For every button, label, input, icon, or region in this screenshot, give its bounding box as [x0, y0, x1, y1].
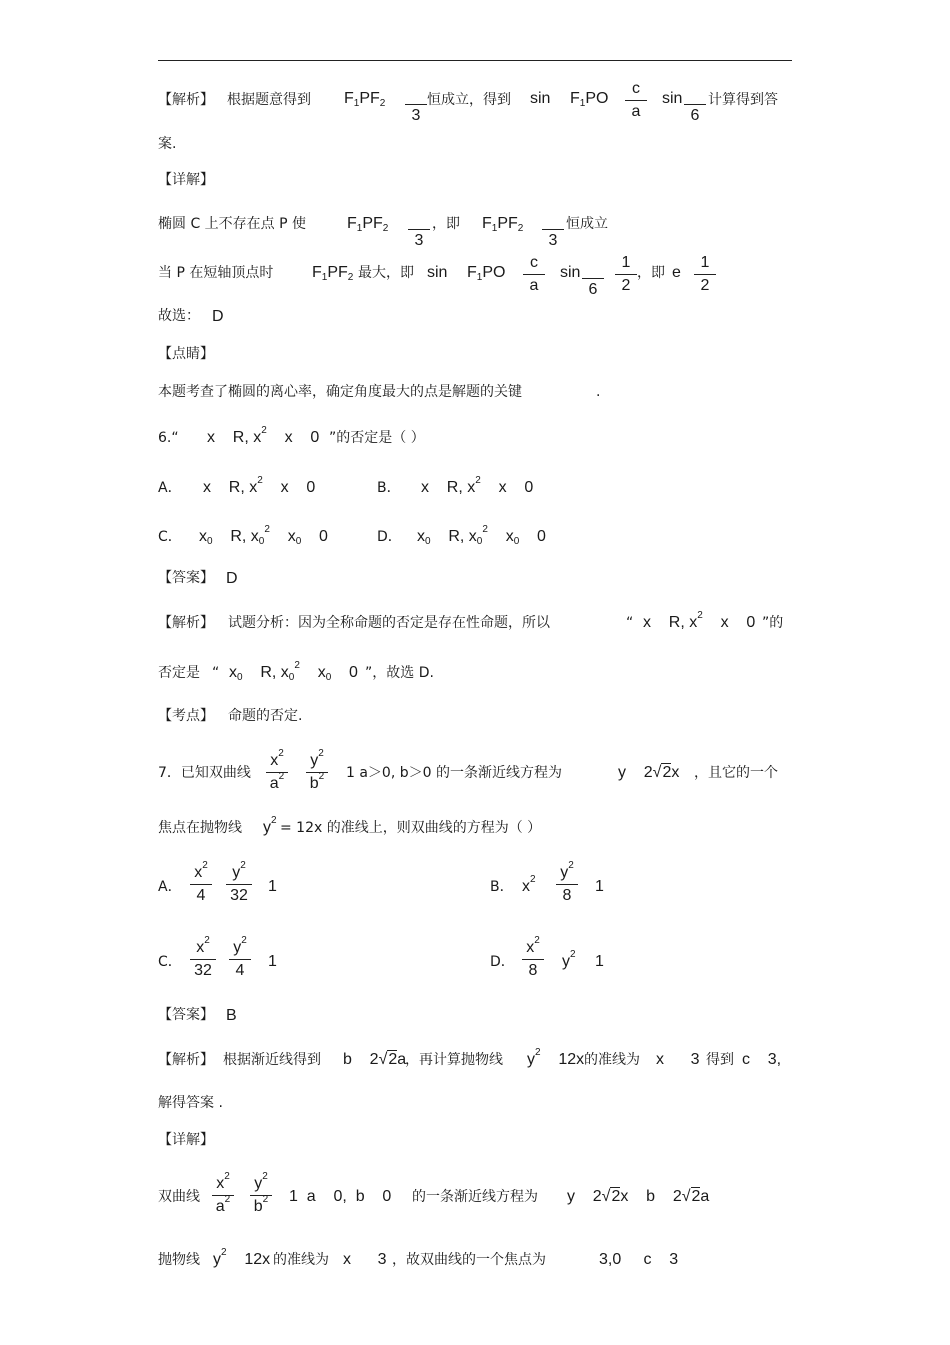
fraction: 6: [684, 84, 706, 125]
fraction: c a: [523, 254, 545, 295]
fraction: c a: [625, 80, 647, 121]
detail-tag: 【详解】: [158, 1132, 214, 1148]
math: e: [672, 264, 681, 281]
q7-stem-line2: 焦点在抛物线: [158, 820, 242, 836]
choose-label: 故选：: [158, 308, 200, 324]
q6-answer: D: [226, 570, 238, 587]
q6-analysis-line2: 否定是: [158, 665, 200, 681]
math: 1 a 0, b 0: [289, 1188, 392, 1205]
q6-prefix: 6.“: [158, 430, 179, 446]
analysis-tag: 【解析】: [158, 1052, 214, 1068]
math: $F_1PF_2$: [312, 264, 354, 283]
math: x R, $x^2$ x 0: [643, 610, 756, 631]
q7-prefix: 7．已知双曲线: [158, 765, 251, 781]
q7-answer: B: [226, 1007, 237, 1024]
q7-option-b-label: B．: [490, 879, 514, 895]
q7-analysis-text: 的准线为: [584, 1052, 640, 1068]
detail-text: 椭圆 C 上不存在点 P 使: [158, 216, 307, 232]
math: $y^2$: [562, 949, 576, 970]
analysis-text: 案.: [158, 136, 177, 152]
answer-tag: 【答案】: [158, 1007, 214, 1023]
q7-detail-text: 的准线为: [273, 1252, 329, 1268]
math: 1: [595, 878, 604, 895]
detail-text: 恒成立: [566, 216, 608, 232]
q6-option-c-label: C．: [158, 529, 182, 545]
q6-option-d: $x_0$ R, $x_0^2$ $x_0$ 0: [417, 524, 546, 547]
q7-analysis-line2: 解得答案 .: [158, 1095, 223, 1111]
detail-text: 当 P 在短轴顶点时: [158, 265, 274, 281]
math: 1: [595, 953, 604, 970]
math: b 2√2a: [343, 1051, 407, 1068]
math: $F_1PF_2$: [344, 90, 386, 109]
analysis-tag: 【解析】: [158, 92, 214, 108]
q7-option-a-label: A．: [158, 879, 182, 895]
analysis-text: 恒成立，得到: [427, 92, 511, 108]
choose-value: D: [212, 308, 224, 325]
math: x 3: [656, 1051, 700, 1068]
quote-open: “: [212, 665, 220, 681]
q7-option-c-label: C．: [158, 954, 182, 970]
math: y 2√2x b 2√2a: [567, 1188, 710, 1205]
q7-option-d-label: D．: [490, 954, 515, 970]
fraction: $x^2$ $a^2$: [212, 1175, 234, 1216]
math: $F_1PO$: [467, 264, 506, 283]
math: $F_1PF_2$: [347, 215, 389, 234]
analysis-text: 计算得到答: [708, 92, 778, 108]
math: $y^2$ 12x: [213, 1247, 271, 1268]
analysis-text: 根据题意得到: [227, 92, 311, 108]
fraction: 1 2: [694, 254, 716, 295]
q7-analysis-text: ，再计算抛物线: [405, 1052, 503, 1068]
q7-option-d: $x^2$ 8: [522, 939, 544, 980]
q6-analysis-text: 试题分析：因为全称命题的否定是存在性命题，所以: [228, 615, 550, 631]
q7-stem-mid: 1 a＞0, b＞0 的一条渐近线方程为: [346, 765, 562, 781]
math: y 2√2x: [618, 764, 680, 781]
q6-suffix: ”的否定是（ ）: [329, 430, 425, 446]
fraction: $y^2$ $b^2$: [250, 1175, 272, 1216]
q7-stem-line2-eq: = 12x 的准线上，则双曲线的方程为（ ）: [280, 820, 542, 836]
q7-option-a: $x^2$ 4: [190, 864, 212, 905]
math: $y^2$: [263, 815, 277, 836]
q7-detail-text: 的一条渐近线方程为: [412, 1189, 538, 1205]
top-rule: [158, 60, 792, 61]
q6-option-a-label: A．: [158, 480, 182, 496]
q6-analysis-line2-end: ”，故选 D.: [365, 665, 434, 681]
fraction: 1 2: [615, 254, 637, 295]
q7-detail-text: 双曲线: [158, 1189, 200, 1205]
fraction: $y^2$ $b^2$: [306, 752, 328, 793]
q6-option-c: $x_0$ R, $x_0^2$ $x_0$ 0: [199, 524, 328, 547]
kaodian-text: 命题的否定.: [228, 708, 303, 724]
detail-text: ，即: [432, 216, 460, 232]
quote-open: “: [626, 615, 634, 631]
math: $y^2$ 12x: [527, 1047, 585, 1068]
analysis-tag: 【解析】: [158, 615, 214, 631]
math: 1: [268, 953, 277, 970]
fraction: 3: [405, 84, 427, 125]
detail-text: 最大，即: [358, 265, 414, 281]
fraction: 3: [408, 209, 430, 250]
fraction: 3: [542, 209, 564, 250]
math: sin: [530, 90, 551, 107]
q7-detail-text: ，故双曲线的一个焦点为: [392, 1252, 546, 1268]
answer-tag: 【答案】: [158, 570, 214, 586]
q7-option-c: $x^2$ 32: [190, 939, 216, 980]
quote-close: ”的: [762, 615, 784, 631]
dot: .: [596, 384, 601, 400]
detail-tag: 【详解】: [158, 172, 214, 188]
math: sin: [427, 264, 448, 281]
q6-option-b-label: B．: [377, 480, 401, 496]
math: $x_0$ R, $x_0^2$ $x_0$ 0: [229, 660, 358, 683]
q7-analysis-text: 得到: [706, 1052, 734, 1068]
detail-text: ，即: [637, 265, 665, 281]
q7-stem-end: ，且它的一个: [694, 765, 778, 781]
math: $F_1PO$: [570, 90, 609, 109]
fraction: $x^2$ $a^2$: [266, 752, 288, 793]
fraction: 6: [582, 258, 604, 299]
q7-analysis-text: 根据渐近线得到: [223, 1052, 321, 1068]
q7-detail-text: 抛物线: [158, 1252, 200, 1268]
math: sin: [560, 264, 581, 281]
math: x R, $x^2$ x 0: [207, 425, 320, 446]
math: $F_1PF_2$: [482, 215, 524, 234]
dianjing-tag: 【点睛】: [158, 346, 214, 362]
math: sin: [662, 90, 683, 107]
math: 1: [268, 878, 277, 895]
math: x 3: [343, 1251, 387, 1268]
fraction: $y^2$ 4: [229, 939, 251, 980]
q6-option-a: x R, $x^2$ x 0: [203, 475, 316, 496]
math: 3,0 c 3: [599, 1251, 679, 1268]
fraction: $y^2$ 32: [226, 864, 252, 905]
q7-option-b: $x^2$: [522, 874, 536, 895]
q6-option-b: x R, $x^2$ x 0: [421, 475, 534, 496]
math: c 3,: [742, 1051, 782, 1068]
fraction: $y^2$ 8: [556, 864, 578, 905]
dianjing-text: 本题考查了椭圆的离心率，确定角度最大的点是解题的关键: [158, 384, 522, 400]
q6-option-d-label: D．: [377, 529, 402, 545]
kaodian-tag: 【考点】: [158, 708, 214, 724]
